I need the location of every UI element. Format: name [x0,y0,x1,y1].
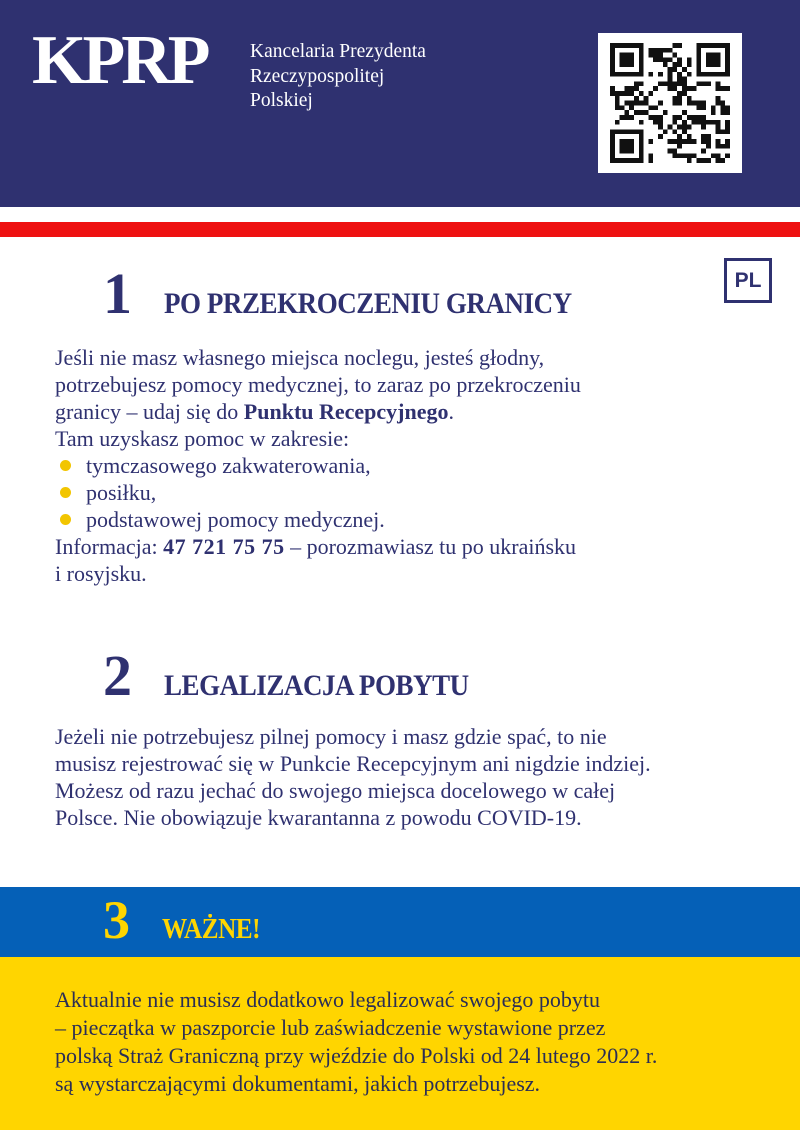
section-1-title: PO PRZEKROCZENIU GRANICY [164,287,572,320]
body-text: . [448,399,455,424]
body-line: Jeżeli nie potrzebujesz pilnej pomocy i masz gdzie spać, to nie [55,724,607,749]
body-line: i rosyjsku. [55,561,147,586]
section-3-heading [103,890,271,950]
section-2-heading [103,643,503,708]
body-line [55,398,765,425]
phone-number: 47 721 75 75 [163,534,285,559]
body-line: potrzebujesz pomocy medycznej, to zaraz po przekroczeniu [55,372,581,397]
org-name-line-3: Polskiej [250,90,313,111]
qr-code-image [610,43,730,163]
body-text: – porozmawiasz tu po ukraińsku [284,534,577,559]
flag-stripe-red [0,222,800,237]
bullet-icon [60,514,71,525]
language-badge: PL [724,258,772,303]
section-1-body [55,344,765,587]
body-line: Możesz od razu jechać do swojego miejsca docelowego w całej [55,778,616,803]
bullet-item [55,506,765,533]
section-3-body [55,986,765,1098]
header [0,0,800,207]
body-line: Polsce. Nie obowiązuje kwarantanna z powodu COVID-19. [55,805,582,830]
body-text: granicy – udaj się do [55,399,244,424]
body-line: są wystarczającymi dokumentami, jakich potrzebujesz. [55,1071,541,1096]
section-2-title: LEGALIZACJA POBYTU [164,669,469,702]
org-name-line-2: Rzeczypospolitej [250,65,385,87]
section-2-body [55,723,765,831]
org-name [250,40,426,114]
bullet-text: posiłku, [86,480,157,505]
section-3-title: WAŻNE! [162,914,261,945]
flag-stripe-white [0,207,800,222]
section-1-number: 1 [103,261,132,326]
bullet-icon [60,487,71,498]
section-2-number: 2 [103,643,132,708]
org-name-line-1: Kancelaria Prezydenta [250,41,426,62]
body-line [55,533,765,560]
bullet-icon [60,460,71,471]
qr-code [598,33,742,173]
body-line: musisz rejestrować się w Punkcie Recepcyjnym ani nigdzie indziej. [55,751,651,776]
body-line: Tam uzyskasz pomoc w zakresie: [55,426,350,451]
body-line: – pieczątka w paszporcie lub zaświadczenie wystawione przez [55,1015,606,1040]
section-3-number: 3 [103,890,130,950]
kprp-logo: KPRP [32,22,207,99]
reception-point-bold: Punktu Recepcyjnego [243,399,449,424]
section-1-heading [103,261,617,326]
body-line: polską Straż Graniczną przy wjeździe do Polski od 24 lutego 2022 r. [55,1043,658,1068]
bullet-item [55,479,765,506]
body-text: Informacja: [55,534,164,559]
bullet-text: tymczasowego zakwaterowania, [86,453,371,478]
body-line: Aktualnie nie musisz dodatkowo legalizować swojego pobytu [55,987,600,1012]
bullet-text: podstawowej pomocy medycznej. [86,507,385,532]
body-line: Jeśli nie masz własnego miejsca noclegu, jesteś głodny, [55,345,545,370]
bullet-item [55,452,765,479]
